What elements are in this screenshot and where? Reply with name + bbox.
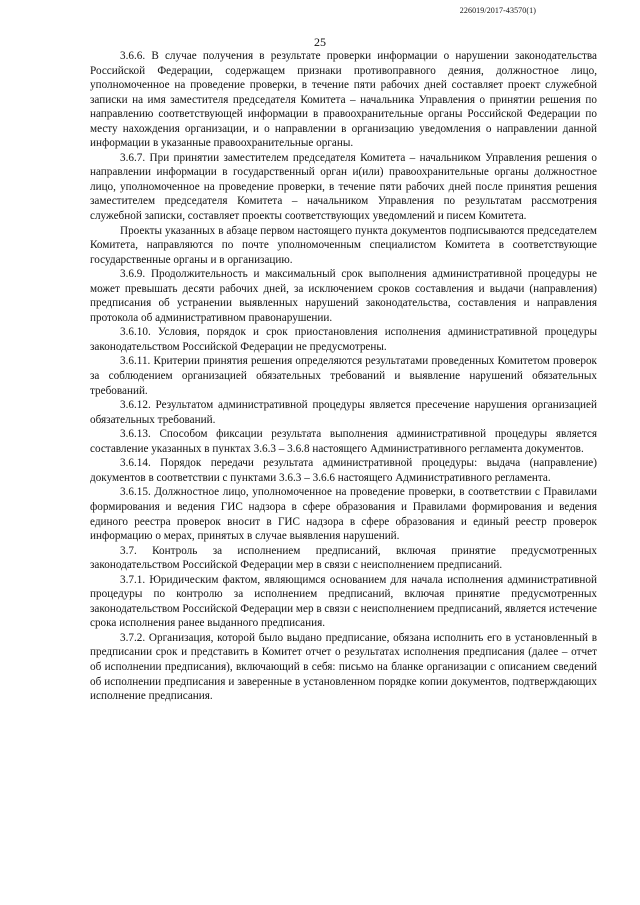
paragraph-3-6-15: 3.6.15. Должностное лицо, уполномоченное на проведение проверки, в соответствии с Правилами формирования и ведения ГИС надзора в сфере образования и Правилами формирования и ведения единого реестра проверок вносит в ГИС надзора в сфере образования и единый реестр проверок информацию о мерах, принятых в случае выявления нарушений.	[90, 486, 597, 543]
document-id: 226019/2017-43570(1)	[459, 6, 536, 15]
paragraph-3-6-13: 3.6.13. Способом фиксации результата выполнения административной процедуры является составление указанных в пунктах 3.6.3 – 3.6.8 настоящего Административного регламента документов.	[90, 428, 597, 455]
document-body	[90, 49, 597, 704]
paragraph-3-6-11: 3.6.11. Критерии принятия решения определяются результатами проведенных Комитетом проверок за соблюдением организацией обязательных требований и выявление нарушений обязательных требований.	[90, 355, 597, 397]
paragraph-3-6-12: 3.6.12. Результатом административной процедуры является пресечение нарушения организацией обязательных требований.	[90, 399, 597, 426]
page-number: 25	[314, 35, 326, 49]
paragraph-3-6-9: 3.6.9. Продолжительность и максимальный срок выполнения административной процедуры не может превышать десяти рабочих дней, за исключением сроков составления и выдачи (направления) предписания об устранении выявленных нарушений законодательства, составления и направления протокола об административном правонарушении.	[90, 268, 597, 324]
paragraph-3-6-7: 3.6.7. При принятии заместителем председателя Комитета – начальником Управления решения о направлении информации в государственный орган и(или) правоохранительные органы должностное лицо, уполномоченное на проведение проверки, в течение пяти рабочих дней после принятия решения заместителем председателя Комитета – начальником Управления по результатам рассмотрения служебной записки, составляет проекты соответствующих уведомлений и писем Комитета.	[90, 151, 597, 223]
paragraph-3-6-14: 3.6.14. Порядок передачи результата административной процедуры: выдача (направление) документов в соответствии с пунктами 3.6.3 – 3.6.6 настоящего Административного регламента.	[90, 457, 597, 484]
paragraph-3-7-2: 3.7.2. Организация, которой было выдано предписание, обязана исполнить его в установленный в предписании срок и представить в Комитет отчет о результатах исполнения предписания (далее – отчет об исполнении предписания), включающий в себя: письмо на бланке организации с описанием сведений об исполнении предписания и заверенные в установленном порядке копии документов, подтверждающих исполнение предписания.	[90, 631, 597, 703]
paragraph-projects: Проекты указанных в абзаце первом настоящего пункта документов подписываются председателем Комитета, направляются по почте уполномоченным специалистом Комитета в соответствующие государственные органы и в организацию.	[90, 224, 597, 266]
paragraph-3-7-1: 3.7.1. Юридическим фактом, являющимся основанием для начала исполнения административной процедуры по контролю за исполнением предписаний, включая принятие предусмотренных законодательством Российской Федерации мер в связи с неисполнением предписаний, является истечение срока исполнения ранее выданного предписания.	[90, 573, 597, 630]
paragraph-3-6-6: 3.6.6. В случае получения в результате проверки информации о нарушении законодательства Российской Федерации, содержащем признаки противоправного деяния, должностное лицо, уполномоченное на проведение проверки, в течение пяти рабочих дней составляет проект служебной записки на имя заместителя председателя Комитета – начальника Управления о принятии решения по направлению соответствующей информации в правоохранительные органы Российской Федерации по месту нахождения организации, и о направлении в организацию уведомления о направлении данной информации в указанные правоохранительные органы.	[90, 50, 597, 150]
paragraph-3-6-10: 3.6.10. Условия, порядок и срок приостановления исполнения административной процедуры законодательством Российской Федерации не предусмотрены.	[90, 326, 597, 353]
paragraph-3-7: 3.7. Контроль за исполнением предписаний, включая принятие предусмотренных законодательством Российской Федерации мер в связи с неисполнением предписаний.	[90, 544, 597, 572]
